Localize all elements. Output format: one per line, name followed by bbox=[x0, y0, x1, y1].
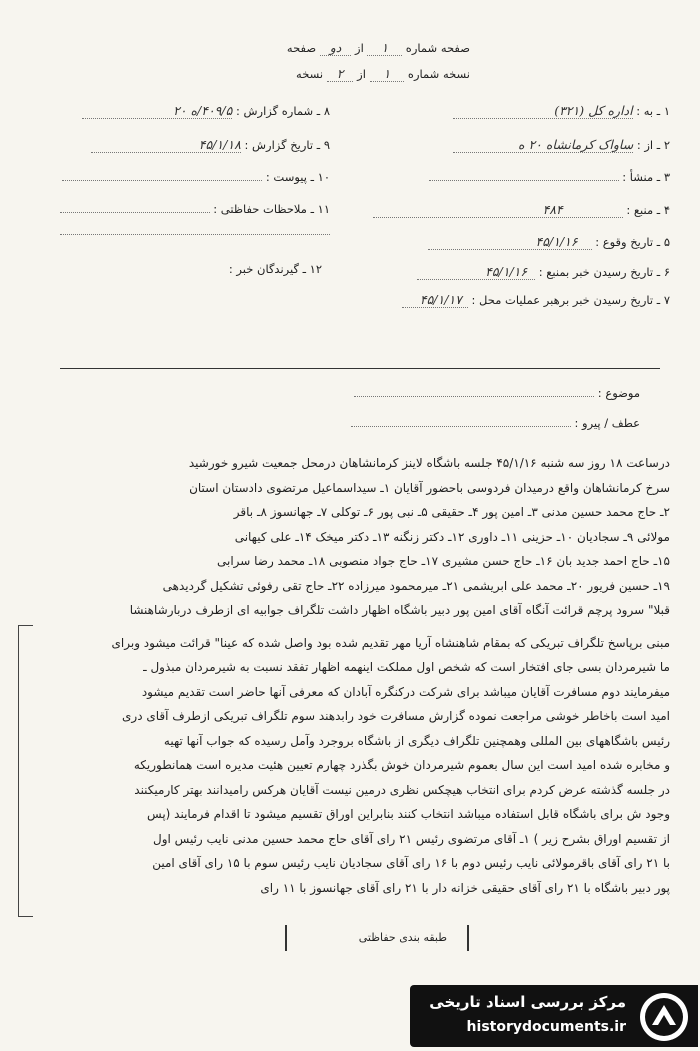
field-recipients: ۱۲ ـ گیرندگان خبر : bbox=[228, 262, 322, 276]
body-line: مولائی ۹ـ سجادیان ۱۰ـ حزینی ۱۱ـ داوری ۱۲ـ دکتر زنگنه ۱۳ـ دکتر میخک ۱۴ـ علی کیهانی bbox=[234, 529, 670, 544]
body-line: ما شیرمردان بسی جای افتخار است که شخص اول مملکت اینهمه اظهار تفقد نسبت به شیرمردان مبذول ـ bbox=[143, 660, 670, 674]
copy-number-line: نسخه شماره ۱ از ۲ نسخه bbox=[296, 66, 470, 81]
field-security-notes: ۱۱ ـ ملاحظات حفاظتی : bbox=[60, 202, 330, 216]
body-line: سرخ کرمانشاهان واقع درمیدان فردوسی باحضور آقایان ۱ـ سیداسماعیل مرتضوی دادستان استان bbox=[189, 480, 670, 495]
classification-label: طبقه بندی حفاظتی bbox=[358, 931, 447, 944]
field-source: ۴ ـ منبع : ۴۸۴ bbox=[373, 202, 670, 218]
body-line: در جلسه گذشته عرض کردم برای انتخاب هیچکس نظری درمین نیست آقایان هرکس رامیدانند بهتر کارمیکنند bbox=[134, 782, 670, 797]
margin-bracket bbox=[18, 625, 33, 917]
subject-line: موضوع : bbox=[354, 386, 640, 400]
body-line: وجود ش برای باشگاه قابل استفاده میباشد انتخاب کنند بنابراین اوراق تقسیم میشود تا اقدام فرمایند (پس bbox=[147, 807, 670, 821]
body-line: با ۲۱ رای آقای باقرمولائی نایب رئیس دوم با ۱۶ رای آقای سجادیان نایب رئیس سوم با ۱۵ رای آقای امین bbox=[152, 856, 670, 870]
field-report-date: ۹ ـ تاریخ گزارش : ۴۵/۱/۱۸ bbox=[91, 137, 330, 153]
field-source-received-date: ۶ ـ تاریخ رسیدن خبر بمنبع : ۴۵/۱/۱۶ bbox=[417, 264, 670, 280]
classification-stamp bbox=[285, 925, 469, 951]
field-attachment: ۱۰ ـ پیوست : bbox=[62, 170, 330, 184]
field-from: ۲ ـ از : ساواک کرمانشاه ۲۰ ه bbox=[453, 137, 670, 153]
field-to: ۱ ـ به : اداره کل (۳۲۱) bbox=[453, 103, 670, 119]
watermark-title: مرکز بررسی اسناد تاریخی bbox=[429, 993, 626, 1011]
body-line: امید است باخاطر خوشی مراجعت نموده گزارش مسافرت خود رابدهند سوم تلگراف تبریکی ازطرف آقای دری bbox=[122, 709, 670, 723]
body-line: ۱۵ـ حاج احمد جدید بان ۱۶ـ حاج حسن مشیری ۱۷ـ حاج جواد منصوبی ۱۸ـ محمد رضا سرابی bbox=[216, 554, 670, 568]
body-line: پور دبیر باشگاه با ۲۱ رای آقای حقیقی خزانه دار با ۲۱ رای آقای جهانسوز با ۱۱ رای bbox=[260, 880, 670, 895]
field-ops-received-date: ۷ ـ تاریخ رسیدن خبر برهبر عملیات محل : ۴۵/۱/۱۷ bbox=[402, 292, 670, 308]
watermark-url: historydocuments.ir bbox=[466, 1019, 626, 1035]
body-line: رئیس باشگاههای بین المللی وهمچنین تلگراف دیگری از باشگاه بروجرد وآمل رسیده که جواب آنها تهیه bbox=[163, 733, 670, 748]
reference-line: عطف / پیرو : bbox=[351, 416, 640, 430]
field-origin: ۳ ـ منشأ : bbox=[429, 170, 670, 184]
page-number-line: صفحه شماره ۱ از دو صفحه bbox=[286, 40, 470, 55]
field-event-date: ۵ ـ تاریخ وقوع : ۴۵/۱/۱۶ bbox=[428, 234, 670, 250]
body-line: از تقسیم اوراق بشرح زیر ) ۱ـ آقای مرتضوی رئیس ۲۱ رای آقای حاج محمد حسین مدنی نایب رئیس اول bbox=[152, 831, 670, 846]
body-line: ۱۹ـ حسین فریور ۲۰ـ محمد علی ابریشمی ۲۱ـ میرمحمود میرزاده ۲۲ـ حاج تقی رفوئی تشکیل گردیدهی bbox=[162, 578, 670, 593]
body-line: درساعت ۱۸ روز سه شنبه ۴۵/۱/۱۶ جلسه باشگاه لاینز کرمانشاهان درمحل جمعیت شیرو خورشید bbox=[188, 456, 670, 470]
body-line: ۲ـ حاج محمد حسین مدنی ۳ـ امین پور ۴ـ حقیقی ۵ـ نبی پور ۶ـ توکلی ۷ـ جهانسوز ۸ـ باقر bbox=[233, 505, 670, 519]
report-body bbox=[30, 451, 670, 900]
field-security-notes-line bbox=[60, 232, 330, 235]
field-report-number: ۸ ـ شماره گزارش : ۴۰۹/۵/ه ۲۰ bbox=[82, 103, 330, 119]
archive-logo-icon bbox=[638, 991, 690, 1043]
body-line: میفرمایند دوم مسافرت آقایان میباشد برای شرکت درکنگره آبادان که معرفی آنها حاضر است تقدیم میشود bbox=[141, 684, 670, 699]
body-line: مبنی برپاسخ تلگراف تبریکی که بمقام شاهنشاه آریا مهر تقدیم شده بود واصل شده که عینا" قرائت میشود وبرای bbox=[111, 635, 670, 650]
header-divider bbox=[60, 368, 660, 369]
archive-watermark bbox=[410, 985, 698, 1047]
body-line: قبلا" سرود پرچم قرائت آنگاه آقای امین پور دبیر باشگاه اظهار داشت تلگراف جوابیه ای ازطرف دربارشاهنشا bbox=[129, 603, 670, 617]
body-line: و مخابره شده امید است این سال بعموم شیرمردان خوش بگذرد چهارم تعیین هئیت مدیره است همانطوریکه bbox=[133, 758, 670, 772]
